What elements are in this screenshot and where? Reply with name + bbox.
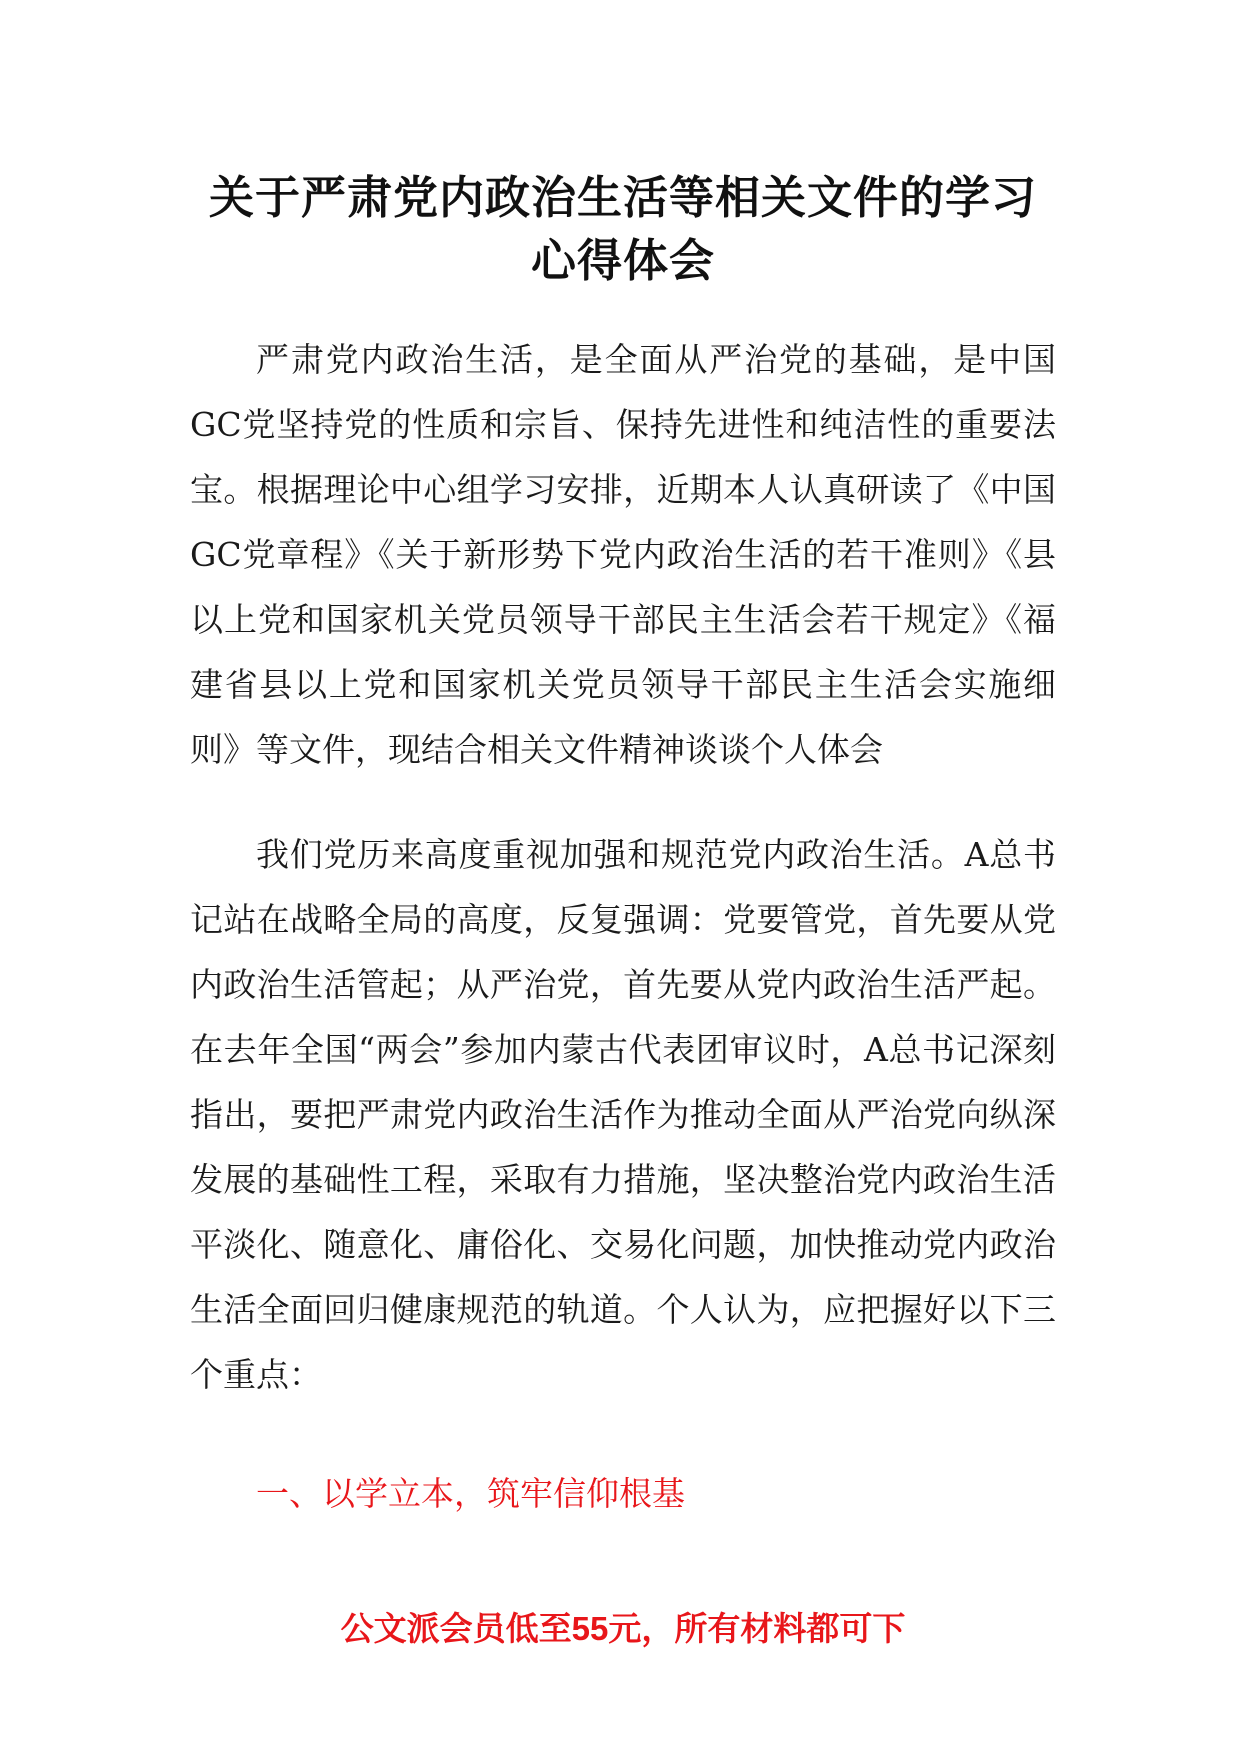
section-heading-1: 一、以学立本，筑牢信仰根基	[256, 1474, 685, 1513]
body-paragraph-2: 我们党历来高度重视加强和规范党内政治生活。A总书记站在战略全局的高度，反复强调：党要管党，首先要从党内政治生活管起；从严治党，首先要从党内政治生活严起。在去年全国“两会”参加内蒙古代表团审议时，A总书记深刻指出，要把严肃党内政治生活作为推动全面从严治党向纵深发展的基础性工程，采取有力措施，坚决整治党内政治生活平淡化、随意化、庸俗化、交易化问题，加快推动党内政治生活全面回归健康规范的轨道。个人认为，应把握好以下三个重点：	[190, 835, 1056, 1394]
title-line-2: 心得体会	[530, 234, 715, 287]
title-line-1: 关于严肃党内政治生活等相关文件的学习	[208, 171, 1037, 224]
body-paragraph-1: 严肃党内政治生活，是全面从严治党的基础，是中国GC党坚持党的性质和宗旨、保持先进性和纯洁性的重要法宝。根据理论中心组学习安排，近期本人认真研读了《中国GC党章程》《关于新形势下党内政治生活的若干准则》《县以上党和国家机关党员领导干部民主生活会若干规定》《福建省县以上党和国家机关党员领导干部民主生活会实施细则》等文件，现结合相关文件精神谈谈个人体会	[190, 340, 1056, 769]
promo-banner-text: 公文派会员低至55元，所有材料都可下	[340, 1610, 906, 1647]
document-title	[190, 166, 1056, 292]
